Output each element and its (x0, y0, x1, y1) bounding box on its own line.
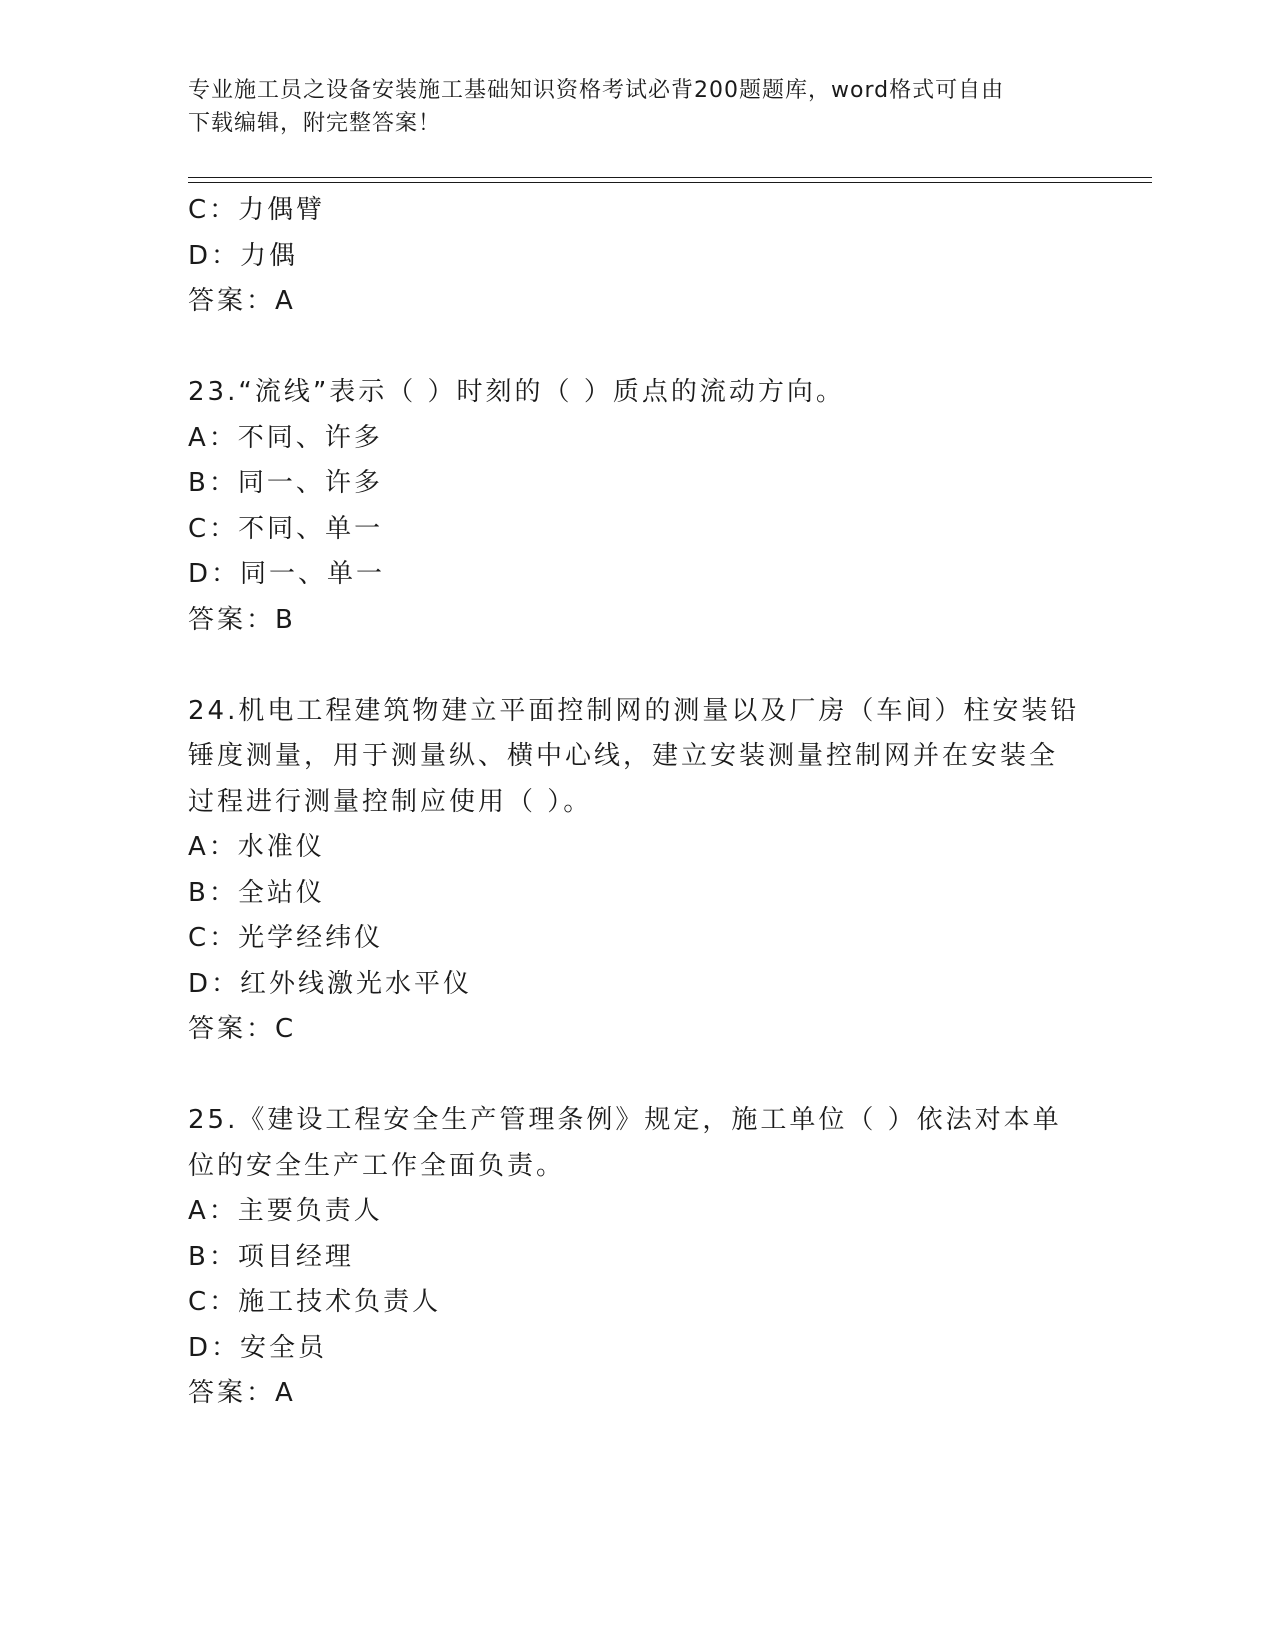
question-stem: 位的安全生产工作全面负责。 (188, 1150, 566, 1181)
question-stem: 24.机电工程建筑物建立平面控制网的测量以及厂房（车间）柱安装铅 (188, 695, 1080, 726)
spacer (188, 1053, 1088, 1099)
question-24 (188, 689, 1088, 1053)
option-a: A：水准仪 (188, 832, 325, 862)
header-rule-bottom (188, 182, 1152, 183)
header-rule-top (188, 177, 1152, 178)
option-d: D：红外线激光水平仪 (188, 968, 473, 999)
option-c: C：不同、单一 (188, 513, 384, 544)
header-line-2: 下载编辑，附完整答案！ (188, 111, 442, 136)
question-stem: 锤度测量，用于测量纵、横中心线，建立安装测量控制网并在安装全 (188, 741, 1059, 771)
spacer (188, 325, 1088, 371)
document-header (188, 74, 1088, 140)
question-stem: 23.“流线”表示（ ）时刻的（ ）质点的流动方向。 (188, 377, 845, 407)
question-stem: 25.《建设工程安全生产管理条例》规定，施工单位（ ）依法对本单 (188, 1105, 1062, 1135)
option-b: B：同一、许多 (188, 468, 383, 498)
option-d: D：同一、单一 (188, 559, 386, 589)
question-25 (188, 1098, 1088, 1417)
answer-line: 答案：B (188, 604, 296, 635)
answer-line: 答案：C (188, 1014, 297, 1044)
option-b: B：全站仪 (188, 877, 325, 908)
option-a: A：不同、许多 (188, 422, 383, 453)
answer-line: 答案：A (188, 1378, 296, 1408)
option-c: C：施工技术负责人 (188, 1287, 442, 1317)
option-a: A：主要负责人 (188, 1196, 383, 1226)
document-body (188, 188, 1088, 1417)
spacer (188, 643, 1088, 689)
option-c: C：力偶臂 (188, 195, 326, 225)
question-stem: 过程进行测量控制应使用（ ）。 (188, 786, 593, 817)
header-line-1: 专业施工员之设备安装施工基础知识资格考试必背200题题库，word格式可自由 (188, 78, 1005, 103)
option-b: B：项目经理 (188, 1241, 354, 1272)
question-22-continued (188, 188, 1088, 325)
option-c: C：光学经纬仪 (188, 923, 384, 953)
option-d: D：力偶 (188, 240, 299, 271)
question-23 (188, 370, 1088, 643)
answer-line: 答案：A (188, 286, 296, 316)
option-d: D：安全员 (188, 1332, 328, 1363)
